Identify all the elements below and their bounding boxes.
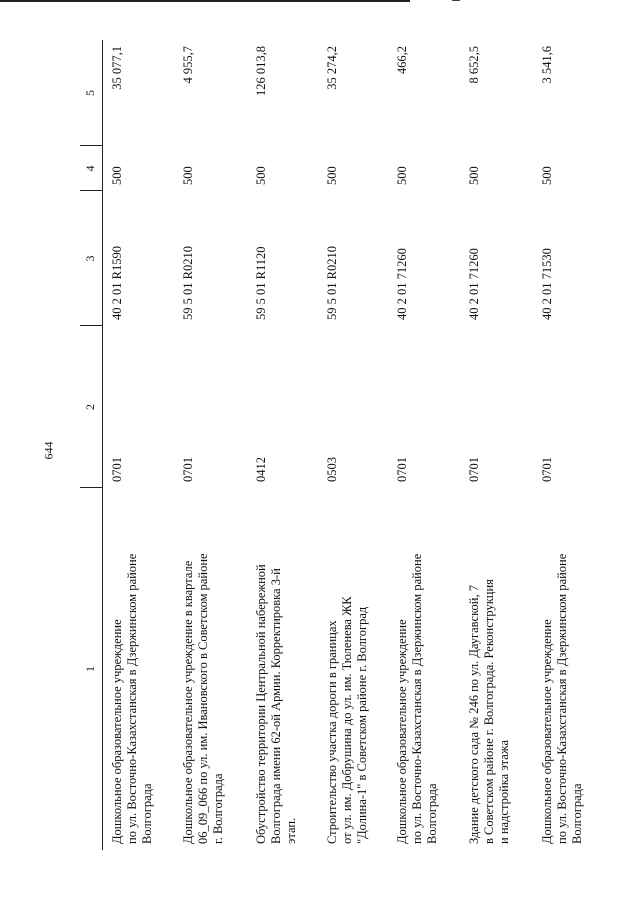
expense-type: 500	[181, 166, 195, 185]
scan-top-line-mark	[452, 0, 460, 1]
page-number: 644	[41, 441, 56, 460]
header-col-1: 1	[83, 666, 97, 672]
col-divider	[80, 145, 102, 146]
expense-type: 500	[467, 166, 481, 185]
section-code: 0503	[325, 457, 339, 482]
amount: 466,2	[395, 46, 409, 75]
section-code: 0701	[110, 457, 124, 482]
col-divider	[80, 487, 102, 488]
amount: 8 652,5	[467, 46, 481, 84]
rotated-table-wrapper	[80, 40, 640, 850]
header-col-5: 5	[83, 90, 97, 96]
target-code: 40 2 01 R1590	[110, 246, 124, 320]
object-name: Дошкольное образовательное учреждение по ул. Восточно-Казахстанская в Дзержинском районе Волгограда	[395, 553, 439, 844]
scan-top-line	[0, 0, 640, 2]
object-name: Дошкольное образовательное учреждение по ул. Восточно-Казахстанская в Дзержинском районе Волгограда	[110, 553, 154, 844]
scan-top-line-left	[0, 0, 410, 2]
amount: 4 955,7	[181, 46, 195, 84]
expense-type: 500	[254, 166, 268, 185]
target-code: 40 2 01 71260	[395, 248, 409, 320]
table-header	[80, 40, 103, 850]
section-code: 0701	[467, 457, 481, 482]
object-name: Дошкольное образовательное учреждение по ул. Восточно-Казахстанская в Дзержинском районе Волгограда	[540, 553, 584, 844]
col-divider	[80, 325, 102, 326]
section-code: 0701	[540, 457, 554, 482]
amount: 3 541,6	[540, 46, 554, 84]
object-name: Дошкольное образовательное учреждение в квартале 06_09_066 по ул. им. Ивановского в Советском районе г. Волгограда	[181, 553, 225, 844]
header-col-4: 4	[83, 165, 97, 172]
expense-type: 500	[540, 166, 554, 185]
expense-type: 500	[110, 166, 124, 185]
col-divider	[80, 190, 102, 191]
amount: 35 274,2	[325, 46, 339, 90]
section-code: 0701	[181, 457, 195, 482]
object-name: Здание детского сада № 246 по ул. Даугавской, 7 в Советском районе г. Волгограда. Реконструкция и надстройка этажа	[467, 579, 511, 844]
amount: 35 077,1	[110, 46, 124, 90]
target-code: 40 2 01 71530	[540, 248, 554, 320]
section-code: 0412	[254, 457, 268, 482]
target-code: 59 5 01 R1120	[254, 246, 268, 320]
amount: 126 013,8	[254, 46, 268, 96]
target-code: 40 2 01 71260	[467, 248, 481, 320]
object-name: Строительство участка дороги в границах от ул. им. Добрушина до ул. им. Тюленева ЖК "Долина-1" в Советском районе г. Волгоград	[325, 596, 369, 844]
budget-table	[80, 40, 640, 850]
target-code: 59 5 01 R0210	[181, 246, 195, 320]
expense-type: 500	[325, 166, 339, 185]
header-col-2: 2	[83, 404, 97, 410]
target-code: 59 5 01 R0210	[325, 246, 339, 320]
header-col-3: 3	[83, 255, 97, 262]
expense-type: 500	[395, 166, 409, 185]
object-name: Обустройство территории Центральной набережной Волгограда имени 62-ой Армии. Корректировка 3-й этап.	[254, 564, 298, 844]
section-code: 0701	[395, 457, 409, 482]
